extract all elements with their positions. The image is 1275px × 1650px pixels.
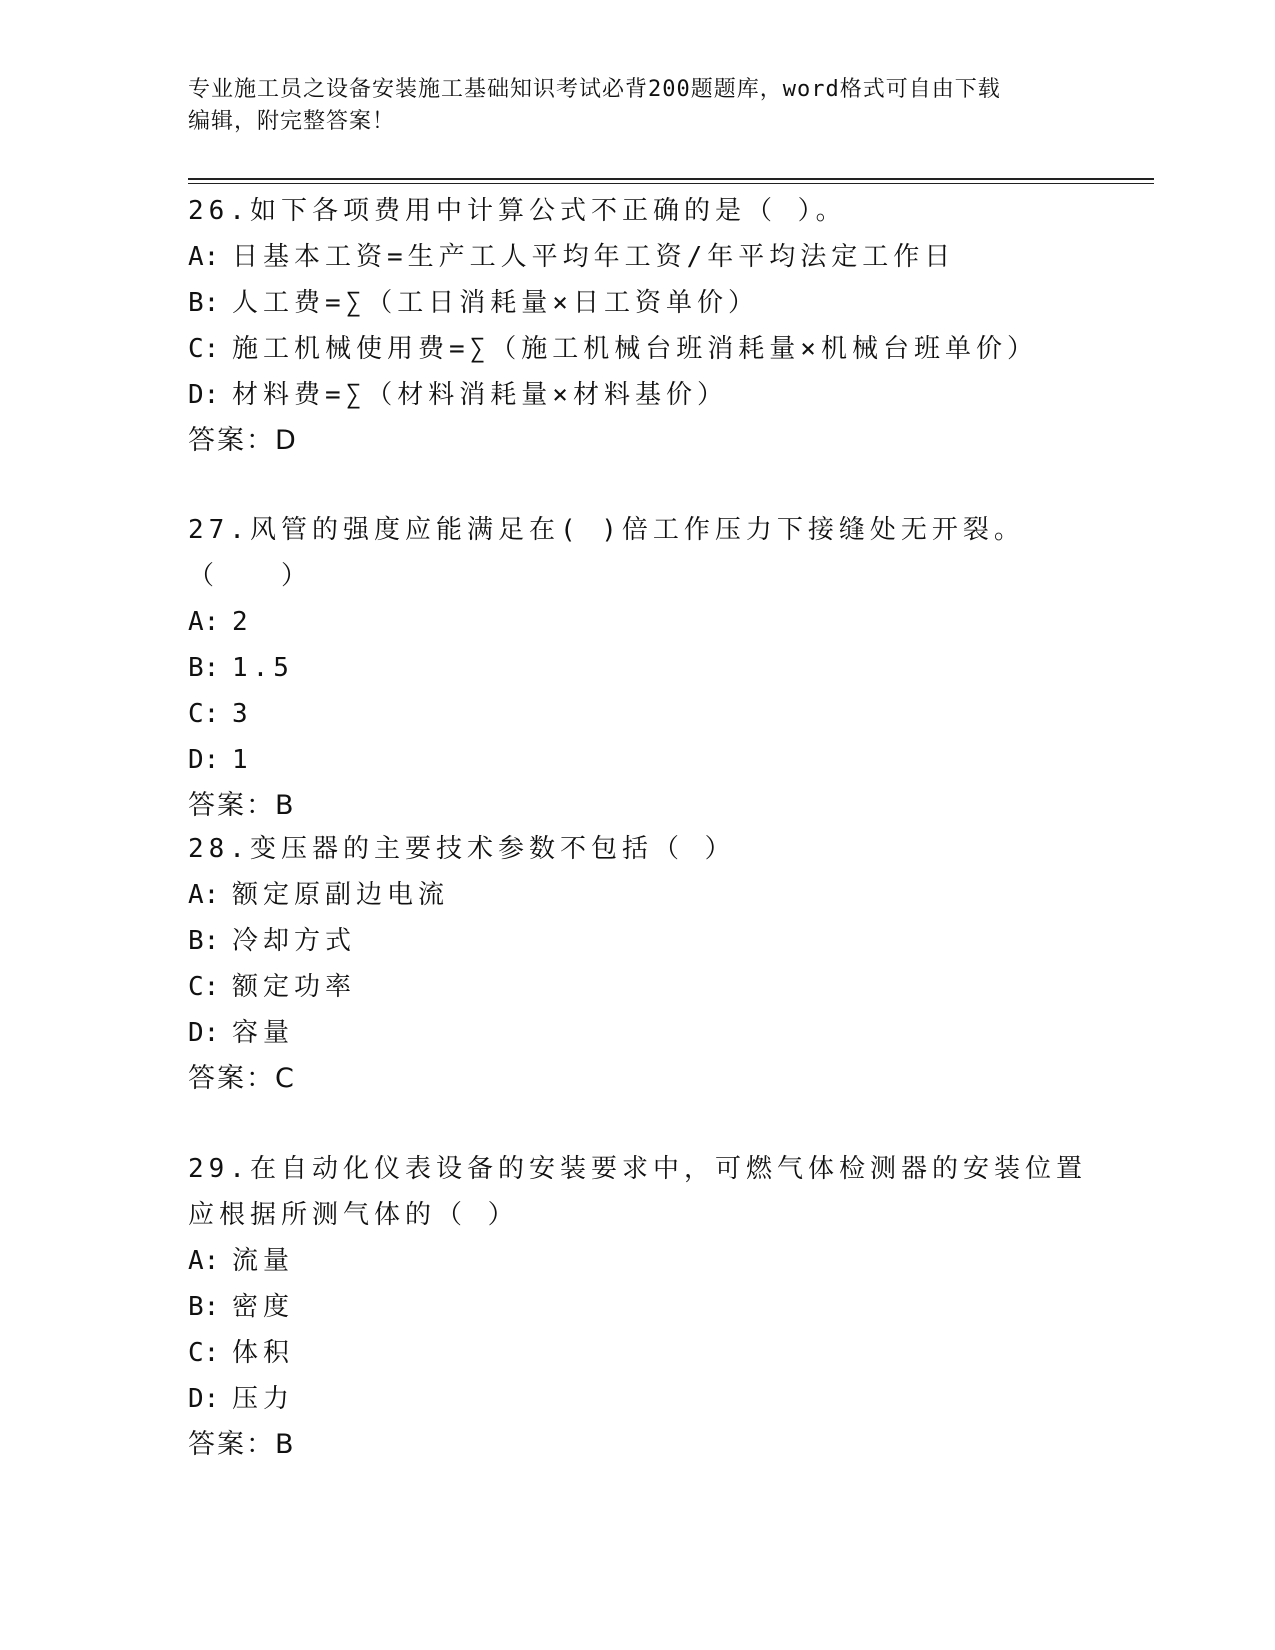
option-text: 压力	[232, 1384, 295, 1414]
option-d	[188, 1010, 1108, 1056]
option-text: 人工费=∑（工日消耗量×日工资单价）	[232, 288, 759, 318]
option-d	[188, 737, 1108, 783]
option-text: 额定原副边电流	[232, 880, 450, 910]
option-text: 材料费=∑（材料消耗量×材料基价）	[232, 380, 728, 410]
option-text: 施工机械使用费=∑（施工机械台班消耗量×机械台班单价）	[232, 334, 1038, 364]
option-text: 2	[232, 607, 253, 637]
question-stem: 29.在自动化仪表设备的安装要求中，可燃气体检测器的安装位置应根据所测气体的（ ）	[188, 1154, 1087, 1230]
option-b	[188, 1284, 1108, 1330]
option-key: C:	[188, 972, 220, 1002]
option-c	[188, 326, 1108, 372]
option-c	[188, 964, 1108, 1010]
option-b	[188, 280, 1108, 326]
option-c	[188, 691, 1108, 737]
option-key: B:	[188, 653, 220, 683]
option-d	[188, 1376, 1108, 1422]
option-a	[188, 599, 1108, 645]
option-a	[188, 872, 1108, 918]
option-key: C:	[188, 699, 220, 729]
option-text: 冷却方式	[232, 926, 357, 956]
header-title-line-2: 编辑，附完整答案！	[188, 109, 396, 134]
option-text: 容量	[232, 1018, 295, 1048]
option-key: A:	[188, 242, 220, 272]
option-key: D:	[188, 380, 220, 410]
question-29	[188, 1146, 1108, 1468]
option-key: C:	[188, 334, 220, 364]
question-28	[188, 826, 1108, 1102]
option-a	[188, 1238, 1108, 1284]
question-26	[188, 188, 1108, 464]
header-divider-thin	[188, 183, 1154, 184]
option-key: A:	[188, 880, 220, 910]
option-b	[188, 918, 1108, 964]
answer: 答案：B	[188, 790, 296, 821]
option-text: 日基本工资=生产工人平均年工资/年平均法定工作日	[232, 242, 956, 272]
question-27	[188, 507, 1108, 829]
option-b	[188, 645, 1108, 691]
option-key: D:	[188, 745, 220, 775]
answer: 答案：D	[188, 425, 298, 456]
option-key: D:	[188, 1384, 220, 1414]
question-stem: 28.变压器的主要技术参数不包括（ ）	[188, 834, 736, 864]
option-key: B:	[188, 926, 220, 956]
question-stem: 27.风管的强度应能满足在( )倍工作压力下接缝处无开裂。（ ）	[188, 515, 1025, 591]
option-text: 额定功率	[232, 972, 357, 1002]
question-stem: 26.如下各项费用中计算公式不正确的是（ ）。	[188, 196, 847, 226]
option-key: A:	[188, 607, 220, 637]
option-a	[188, 234, 1108, 280]
option-key: A:	[188, 1246, 220, 1276]
header-title-line-1: 专业施工员之设备安装施工基础知识考试必背200题题库，word格式可自由下载	[188, 77, 1001, 102]
option-key: B:	[188, 1292, 220, 1322]
option-text: 3	[232, 699, 253, 729]
option-text: 体积	[232, 1338, 295, 1368]
option-c	[188, 1330, 1108, 1376]
document-header	[188, 74, 1088, 138]
option-key: D:	[188, 1018, 220, 1048]
option-d	[188, 372, 1108, 418]
option-key: B:	[188, 288, 220, 318]
option-key: C:	[188, 1338, 220, 1368]
answer: 答案：C	[188, 1063, 296, 1094]
option-text: 密度	[232, 1292, 295, 1322]
option-text: 1	[232, 745, 253, 775]
header-divider-thick	[188, 178, 1154, 180]
option-text: 流量	[232, 1246, 295, 1276]
answer: 答案：B	[188, 1429, 296, 1460]
option-text: 1.5	[232, 653, 294, 683]
